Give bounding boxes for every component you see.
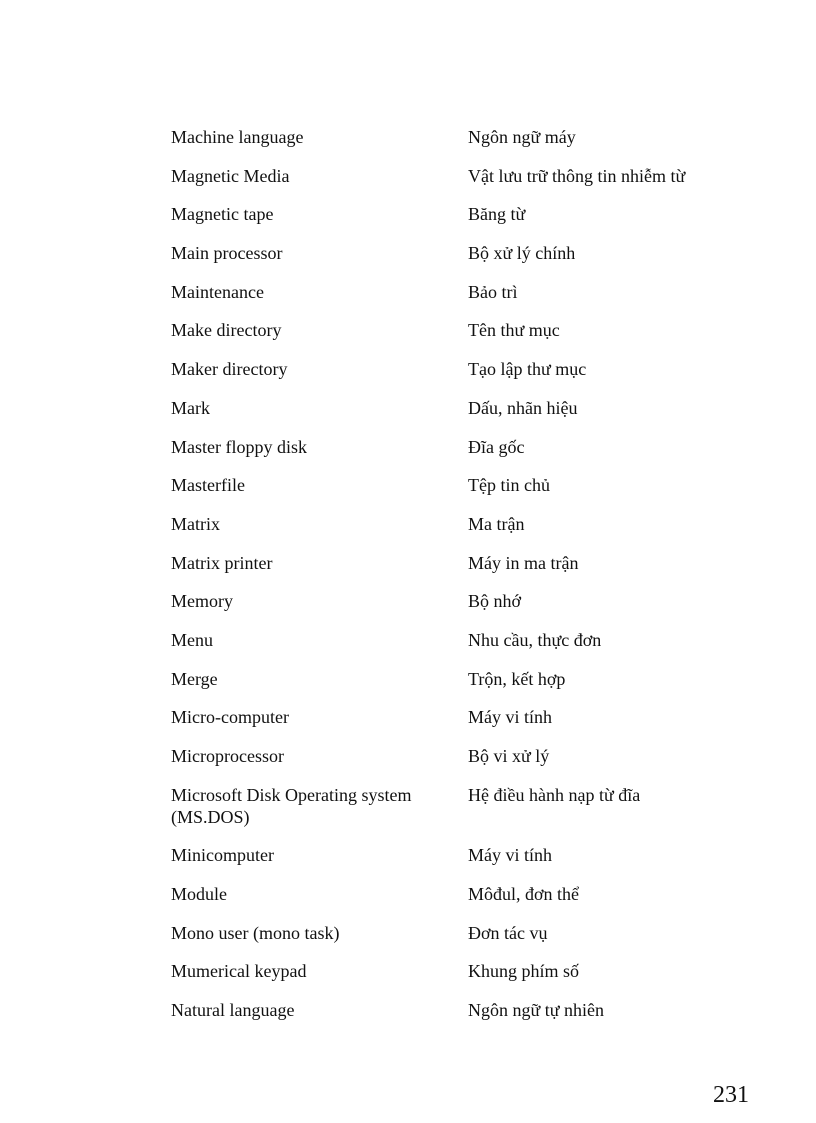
- glossary-term: Memory: [171, 591, 233, 612]
- glossary-term: Maintenance: [171, 281, 264, 302]
- glossary-meaning: Máy vi tính: [468, 845, 552, 866]
- glossary-entry: [171, 165, 751, 187]
- glossary-term: Microsoft Disk Operating system (MS.DOS): [171, 784, 412, 827]
- glossary-entry: [171, 883, 751, 905]
- glossary-entry: [171, 513, 751, 535]
- glossary-entry: [171, 999, 751, 1021]
- glossary-entry: [171, 126, 751, 148]
- glossary-entry: [171, 745, 751, 767]
- glossary-meaning: Khung phím số: [468, 961, 580, 982]
- glossary-meaning: Ngôn ngữ tự nhiên: [468, 1000, 605, 1021]
- glossary-entry: [171, 474, 751, 496]
- glossary-term: Magnetic tape: [171, 204, 274, 225]
- glossary-entry: [171, 242, 751, 264]
- glossary-entry: [171, 706, 751, 728]
- glossary-meaning: Trộn, kết hợp: [468, 668, 566, 689]
- glossary-meaning: Ngôn ngữ máy: [468, 127, 576, 147]
- glossary-meaning: Dấu, nhãn hiệu: [468, 397, 578, 418]
- glossary-entry: [171, 436, 751, 458]
- glossary-entry: [171, 281, 751, 303]
- glossary-meaning: Vật lưu trữ thông tin nhiễm từ: [468, 165, 686, 186]
- glossary-entry: [171, 922, 751, 944]
- glossary-term: Menu: [171, 629, 213, 650]
- glossary-meaning: Bộ vi xử lý: [468, 746, 550, 766]
- glossary-term: Main processor: [171, 243, 283, 264]
- glossary-meaning: Hệ điều hành nạp từ đĩa: [468, 784, 641, 805]
- glossary-meaning: Máy in ma trận: [468, 552, 579, 573]
- glossary-entry: [171, 203, 751, 225]
- glossary-term: Mark: [171, 397, 210, 418]
- glossary-entry: [171, 319, 751, 341]
- glossary-meaning: Đơn tác vụ: [468, 922, 548, 943]
- glossary-term: Magnetic Media: [171, 165, 290, 186]
- glossary-meaning: Tên thư mục: [468, 320, 560, 341]
- glossary-entry: [171, 358, 751, 380]
- glossary-term: Mumerical keypad: [171, 961, 307, 982]
- glossary-term: Merge: [171, 668, 218, 689]
- glossary-meaning: Đĩa gốc: [468, 436, 525, 457]
- glossary-meaning: Nhu cầu, thực đơn: [468, 629, 602, 650]
- glossary-meaning: Tệp tin chủ: [468, 475, 550, 496]
- glossary-term: Maker directory: [171, 359, 288, 380]
- glossary-meaning: Ma trận: [468, 513, 525, 534]
- glossary-meaning: Băng từ: [468, 204, 526, 225]
- glossary-entry: [171, 552, 751, 574]
- glossary-term: Micro-computer: [171, 707, 289, 728]
- glossary-term: Module: [171, 884, 227, 905]
- glossary-term: Machine language: [171, 127, 304, 147]
- glossary-entry: [171, 629, 751, 651]
- glossary-term: Microprocessor: [171, 746, 284, 766]
- glossary-entry: [171, 960, 751, 982]
- glossary-term: Master floppy disk: [171, 436, 307, 457]
- glossary-term: Mono user (mono task): [171, 922, 340, 943]
- glossary-meaning: Bộ nhớ: [468, 591, 522, 612]
- page-number: 231: [713, 1082, 749, 1108]
- glossary-meaning: Bộ xử lý chính: [468, 243, 576, 264]
- glossary-term: Matrix printer: [171, 552, 273, 573]
- glossary-meaning: Tạo lập thư mục: [468, 359, 587, 380]
- glossary-term: Natural language: [171, 1000, 295, 1021]
- glossary-term: Make directory: [171, 320, 282, 341]
- glossary-entry: [171, 397, 751, 419]
- glossary-term: Masterfile: [171, 475, 245, 496]
- glossary-meaning: Bảo trì: [468, 281, 518, 302]
- glossary-entry: [171, 844, 751, 866]
- glossary-term: Matrix: [171, 513, 220, 534]
- glossary-meaning: Máy vi tính: [468, 707, 552, 728]
- glossary-entry: [171, 668, 751, 690]
- glossary-term: Minicomputer: [171, 845, 274, 866]
- glossary-entry: [171, 590, 751, 612]
- glossary-list: [171, 126, 751, 1021]
- glossary-entry: [171, 784, 751, 828]
- glossary-meaning: Môđul, đơn thể: [468, 884, 580, 905]
